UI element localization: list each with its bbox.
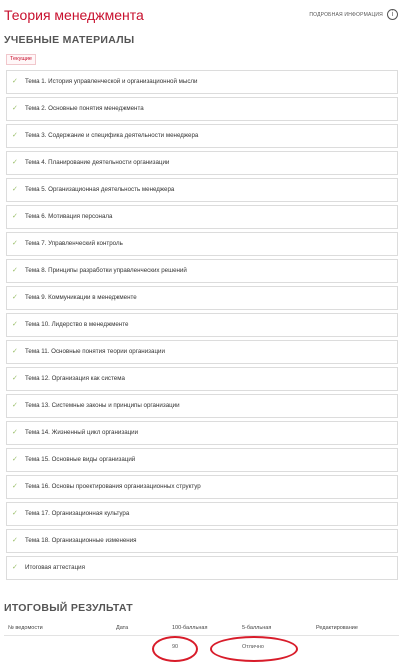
topic-label: Тема 13. Системные законы и принципы организации (25, 402, 180, 409)
topic-label: Тема 16. Основы проектирования организационных структур (25, 483, 201, 490)
topic-label: Тема 5. Организационная деятельность менеджера (25, 186, 175, 193)
info-icon[interactable]: i (387, 9, 398, 20)
topic-row[interactable] (6, 367, 398, 391)
materials-section-title: УЧЕБНЫЕ МАТЕРИАЛЫ (4, 34, 135, 46)
topic-row[interactable] (6, 232, 398, 256)
topic-row[interactable] (6, 259, 398, 283)
results-table-header (4, 620, 399, 636)
topic-label: Тема 10. Лидерство в менеджменте (25, 321, 129, 328)
topic-label: Тема 6. Мотивация персонала (25, 213, 113, 220)
check-icon: ✓ (12, 348, 18, 355)
check-icon: ✓ (12, 186, 18, 193)
check-icon: ✓ (12, 132, 18, 139)
check-icon: ✓ (12, 537, 18, 544)
check-icon: ✓ (12, 267, 18, 274)
highlight-oval-score5 (210, 636, 298, 662)
check-icon: ✓ (12, 213, 18, 220)
topics-list (6, 70, 398, 583)
check-icon: ✓ (12, 429, 18, 436)
check-icon: ✓ (12, 564, 18, 571)
column-editing: Редактирование (316, 625, 358, 631)
topic-label: Тема 18. Организационные изменения (25, 537, 137, 544)
tab-current[interactable]: Текущие (6, 54, 36, 65)
column-score5: 5-балльная (242, 625, 272, 631)
check-icon: ✓ (12, 456, 18, 463)
column-record: № ведомости (8, 625, 43, 631)
check-icon: ✓ (12, 105, 18, 112)
check-icon: ✓ (12, 294, 18, 301)
topic-row[interactable] (6, 205, 398, 229)
highlight-oval-score100 (152, 636, 198, 662)
topic-label: Тема 15. Основные виды организаций (25, 456, 136, 463)
check-icon: ✓ (12, 159, 18, 166)
topic-label: Тема 12. Организация как система (25, 375, 125, 382)
score5-value: Отлично (242, 644, 264, 650)
topic-row[interactable] (6, 502, 398, 526)
detailed-info-link[interactable]: ПОДРОБНАЯ ИНФОРМАЦИЯ (309, 12, 383, 18)
topic-label: Тема 8. Принципы разработки управленческих решений (25, 267, 187, 274)
topic-label: Тема 2. Основные понятия менеджмента (25, 105, 144, 112)
topic-label: Итоговая аттестация (25, 564, 85, 571)
topic-row[interactable] (6, 70, 398, 94)
topic-label: Тема 1. История управленческой и организационной мысли (25, 78, 198, 85)
topic-row[interactable] (6, 394, 398, 418)
topic-row[interactable] (6, 421, 398, 445)
topic-row[interactable] (6, 178, 398, 202)
topic-label: Тема 4. Планирование деятельности организации (25, 159, 170, 166)
check-icon: ✓ (12, 375, 18, 382)
topic-label: Тема 9. Коммуникации в менеджменте (25, 294, 137, 301)
page-header (0, 0, 403, 30)
topic-row[interactable] (6, 475, 398, 499)
topic-row[interactable] (6, 313, 398, 337)
topic-label: Тема 14. Жизненный цикл организации (25, 429, 139, 436)
check-icon: ✓ (12, 240, 18, 247)
topic-row[interactable] (6, 448, 398, 472)
check-icon: ✓ (12, 78, 18, 85)
topic-row[interactable] (6, 529, 398, 553)
results-section-title: ИТОГОВЫЙ РЕЗУЛЬТАТ (4, 602, 133, 614)
topic-row[interactable] (6, 286, 398, 310)
column-date: Дата (116, 625, 129, 631)
topic-row[interactable] (6, 124, 398, 148)
course-title: Теория менеджмента (4, 7, 144, 23)
topic-label: Тема 17. Организационная культура (25, 510, 130, 517)
topic-row[interactable] (6, 97, 398, 121)
check-icon: ✓ (12, 483, 18, 490)
topic-row[interactable] (6, 151, 398, 175)
topic-row[interactable] (6, 556, 398, 580)
topic-label: Тема 3. Содержание и специфика деятельности менеджера (25, 132, 199, 139)
topic-row[interactable] (6, 340, 398, 364)
check-icon: ✓ (12, 510, 18, 517)
check-icon: ✓ (12, 321, 18, 328)
results-table (4, 620, 399, 658)
check-icon: ✓ (12, 402, 18, 409)
results-row (4, 636, 399, 658)
topic-label: Тема 11. Основные понятия теории организации (25, 348, 165, 355)
score100-value: 90 (172, 644, 179, 650)
topic-label: Тема 7. Управленческий контроль (25, 240, 123, 247)
column-score100: 100-балльная (172, 625, 208, 631)
